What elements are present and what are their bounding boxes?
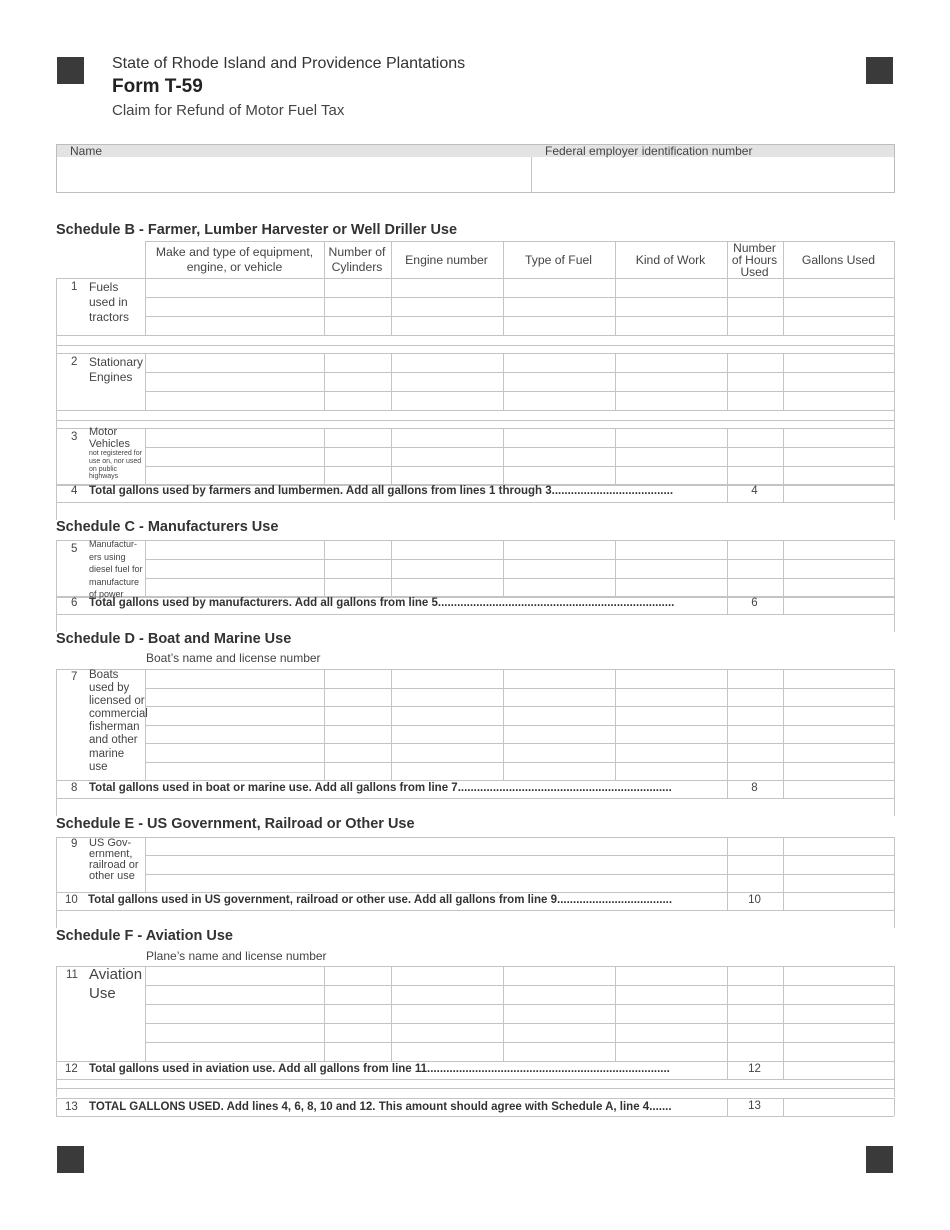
grid-line (56, 410, 57, 428)
line-11-row-3-make[interactable] (146, 1005, 323, 1022)
line-5-number: 5 (71, 543, 78, 555)
grid-line (615, 966, 616, 1061)
line-9-label: US Gov-ernment, railroad or other use (89, 837, 139, 882)
grid-line (56, 502, 57, 520)
grid-line (56, 540, 57, 597)
grid-line (503, 353, 504, 410)
grid-line (56, 1061, 894, 1062)
grid-line (56, 420, 894, 421)
grid-line (391, 540, 392, 597)
line-4-number: 4 (71, 485, 78, 497)
line-11-label: Aviation Use (89, 966, 143, 1002)
grid-line (727, 428, 728, 485)
grid-line (391, 966, 392, 1061)
line-6-number: 6 (71, 597, 78, 609)
line-13-gallons-input[interactable] (784, 1099, 893, 1115)
line-2-number: 2 (71, 356, 78, 368)
grid-line (615, 278, 616, 335)
boat-name-label: Boat’s name and license number (146, 651, 321, 665)
line-6-text: Total gallons used by manufacturers. Add all gallons from line 5.......................................................................... (89, 597, 675, 609)
grid-line (56, 910, 894, 911)
grid-line (56, 798, 894, 799)
line-10-text: Total gallons used in US government, railroad or other use. Add all gallons from line 9.................................... (88, 894, 673, 906)
line-3-row-2-gallons[interactable] (784, 448, 893, 465)
grid-line (615, 353, 616, 410)
line-11-row-2-gallons[interactable] (784, 986, 893, 1003)
col-hours: Number of Hours Used (731, 241, 778, 279)
grid-line (56, 428, 57, 485)
col-make: Make and type of equipment, engine, or vehicle (155, 245, 314, 274)
grid-line (56, 614, 894, 615)
line-9-row-3-gallons[interactable] (784, 875, 893, 891)
line-11-row-5-make[interactable] (146, 1043, 323, 1060)
line-6-gallons-input[interactable] (784, 597, 893, 613)
col-cylinders: Number of Cylinders (328, 245, 386, 274)
grid-line (56, 353, 57, 410)
grid-line (894, 837, 895, 892)
grid-line (894, 410, 895, 428)
line-5-row-1-gallons[interactable] (784, 541, 893, 558)
grid-line (503, 241, 504, 278)
line-9-row-2-description[interactable] (146, 856, 726, 872)
line-5-row-2-gallons[interactable] (784, 560, 893, 577)
grid-line (56, 502, 894, 503)
col-fuel: Type of Fuel (524, 252, 593, 267)
grid-line (56, 780, 57, 798)
state-name: State of Rhode Island and Providence Plantations (112, 55, 466, 72)
line-7-row-2-gallons[interactable] (784, 689, 893, 706)
grid-line (56, 335, 57, 353)
line-7-row-2-make[interactable] (146, 689, 323, 706)
line-8-box-number: 8 (751, 782, 758, 794)
line-11-row-4-gallons[interactable] (784, 1024, 893, 1041)
grid-line (324, 669, 325, 780)
line-5-label: Manufactur-ers using diesel fuel for manufacture of power (89, 539, 143, 599)
grid-line (391, 241, 392, 278)
grid-line (56, 410, 894, 411)
grid-line (324, 428, 325, 485)
line-13-text: TOTAL GALLONS USED. Add lines 4, 6, 8, 10 and 12. This amount should agree with Schedule A, line 4....... (89, 1101, 672, 1113)
grid-line (894, 428, 895, 485)
line-7-row-1-gallons[interactable] (784, 670, 893, 687)
grid-line (894, 335, 895, 353)
grid-line (56, 669, 57, 780)
form-title: Claim for Refund of Motor Fuel Tax (112, 102, 345, 119)
line-5-row-3-gallons[interactable] (784, 579, 893, 596)
schedule-e-title: Schedule E - US Government, Railroad or Other Use (56, 816, 415, 832)
grid-line (615, 540, 616, 597)
grid-line (56, 1098, 57, 1116)
line-1-row-1-gallons[interactable] (784, 279, 893, 296)
line-10-number: 10 (65, 894, 78, 906)
line-2-row-2-gallons[interactable] (784, 373, 893, 390)
grid-line (894, 966, 895, 1061)
grid-line (56, 1088, 894, 1089)
line-6-box-number: 6 (751, 597, 758, 609)
line-3-row-3-gallons[interactable] (784, 467, 893, 484)
grid-line (894, 484, 895, 502)
grid-line (894, 798, 895, 816)
line-11-row-4-make[interactable] (146, 1024, 323, 1041)
line-2-row-3-gallons[interactable] (784, 392, 893, 409)
plane-name-label: Plane’s name and license number (146, 949, 327, 963)
line-11-row-5-gallons[interactable] (784, 1043, 893, 1060)
line-1-row-3-gallons[interactable] (784, 317, 893, 334)
grid-line (894, 540, 895, 597)
grid-line (56, 1079, 894, 1080)
grid-line (56, 798, 57, 816)
grid-line (727, 966, 728, 1061)
grid-line (391, 353, 392, 410)
line-7-row-1-make[interactable] (146, 670, 323, 687)
grid-line (56, 892, 57, 910)
grid-line (56, 910, 57, 928)
grid-line (56, 1098, 894, 1099)
grid-line (391, 278, 392, 335)
grid-line (894, 669, 895, 780)
registration-mark-bottom-right (866, 1146, 893, 1173)
line-7-row-4-gallons[interactable] (784, 726, 893, 743)
col-work: Kind of Work (635, 252, 706, 267)
grid-line (615, 241, 616, 278)
schedule-c-title: Schedule C - Manufacturers Use (56, 519, 279, 535)
grid-line (727, 278, 728, 335)
line-3-row-1-gallons[interactable] (784, 429, 893, 446)
line-10-box-number: 10 (748, 894, 761, 906)
fein-label: Federal employer identification number (545, 144, 753, 158)
line-4-box-number: 4 (751, 485, 758, 497)
grid-line (56, 1061, 57, 1079)
grid-line (894, 502, 895, 520)
line-1-row-2-make[interactable] (146, 298, 323, 315)
grid-line (783, 241, 784, 278)
grid-line (894, 241, 895, 278)
schedule-b-title: Schedule B - Farmer, Lumber Harvester or Well Driller Use (56, 222, 458, 238)
col-gallons: Gallons Used (801, 252, 876, 267)
id-divider (531, 157, 532, 193)
grid-line (894, 614, 895, 632)
grid-line (56, 335, 894, 336)
grid-line (894, 353, 895, 410)
grid-line (727, 837, 728, 892)
line-5-row-1-make[interactable] (146, 541, 323, 558)
grid-line (56, 345, 894, 346)
line-7-row-3-gallons[interactable] (784, 707, 893, 724)
line-9-row-1-description[interactable] (146, 838, 726, 854)
grid-line (894, 780, 895, 798)
grid-line (391, 669, 392, 780)
grid-line (324, 540, 325, 597)
grid-line (615, 669, 616, 780)
grid-line (503, 278, 504, 335)
grid-line (56, 1116, 894, 1117)
line-11-row-2-make[interactable] (146, 986, 323, 1003)
grid-line (894, 1079, 895, 1097)
registration-mark-top-left (57, 57, 84, 84)
grid-line (56, 614, 57, 632)
grid-line (894, 910, 895, 928)
grid-line (56, 892, 894, 893)
line-7-row-6-gallons[interactable] (784, 763, 893, 780)
line-5-row-2-make[interactable] (146, 560, 323, 577)
fein-input[interactable] (533, 158, 893, 192)
line-5-row-3-make[interactable] (146, 579, 323, 596)
line-3-row-3-make[interactable] (146, 467, 323, 484)
line-4-gallons-input[interactable] (784, 485, 893, 501)
line-4-text: Total gallons used by farmers and lumbermen. Add all gallons from lines 1 through 3...................................... (89, 485, 674, 497)
grid-line (503, 428, 504, 485)
line-1-row-1-make[interactable] (146, 279, 323, 296)
grid-line (894, 596, 895, 614)
line-7-number: 7 (71, 671, 78, 683)
line-2-row-1-gallons[interactable] (784, 354, 893, 371)
grid-line (503, 540, 504, 597)
line-7-label: Boats used by licensed or commercial fisherman and other marine use (89, 669, 148, 773)
col-engine: Engine number (405, 252, 488, 267)
grid-line (324, 966, 325, 1061)
registration-mark-top-right (866, 57, 893, 84)
grid-line (727, 353, 728, 410)
grid-line (324, 278, 325, 335)
line-3-row-1-make[interactable] (146, 429, 323, 446)
grid-line (727, 241, 728, 278)
line-2-row-1-make[interactable] (146, 354, 323, 371)
line-1-row-2-gallons[interactable] (784, 298, 893, 315)
grid-line (727, 540, 728, 597)
line-1-number: 1 (71, 281, 78, 293)
grid-line (503, 669, 504, 780)
line-13-box-number: 13 (748, 1100, 761, 1112)
line-9-row-2-gallons[interactable] (784, 856, 893, 872)
line-3-number: 3 (71, 431, 78, 443)
line-8-gallons-input[interactable] (784, 781, 893, 797)
line-3-label: Motor Vehicles (89, 426, 130, 450)
line-11-row-1-make[interactable] (146, 967, 323, 984)
line-9-number: 9 (71, 838, 78, 850)
form-number: Form T-59 (112, 76, 203, 97)
line-8-number: 8 (71, 782, 78, 794)
grid-line (145, 241, 146, 278)
grid-line (894, 1098, 895, 1116)
grid-line (894, 278, 895, 335)
line-9-row-1-gallons[interactable] (784, 838, 893, 854)
line-3-row-2-make[interactable] (146, 448, 323, 465)
grid-line (894, 1061, 895, 1079)
grid-line (145, 241, 894, 242)
grid-line (324, 241, 325, 278)
line-2-row-2-make[interactable] (146, 373, 323, 390)
line-8-text: Total gallons used in boat or marine use. Add all gallons from line 7................................................................... (89, 782, 672, 794)
grid-line (391, 428, 392, 485)
grid-line (56, 780, 894, 781)
line-7-row-3-make[interactable] (146, 707, 323, 724)
line-9-row-3-description[interactable] (146, 875, 726, 891)
line-7-row-5-gallons[interactable] (784, 744, 893, 761)
grid-line (727, 669, 728, 780)
name-label: Name (70, 144, 103, 158)
line-11-row-1-gallons[interactable] (784, 967, 893, 984)
line-7-row-5-make[interactable] (146, 744, 323, 761)
line-12-box-number: 12 (748, 1063, 761, 1075)
id-label-bar (57, 145, 894, 157)
line-3-note: not registered for use on, nor used on public highways (89, 450, 142, 481)
line-11-row-3-gallons[interactable] (784, 1005, 893, 1022)
grid-line (56, 966, 57, 1061)
line-12-number: 12 (65, 1063, 78, 1075)
schedule-f-title: Schedule F - Aviation Use (56, 928, 233, 944)
name-input[interactable] (58, 158, 530, 192)
grid-line (56, 484, 57, 502)
grid-line (56, 837, 57, 892)
grid-line (56, 278, 57, 335)
grid-line (56, 596, 57, 614)
line-7-row-4-make[interactable] (146, 726, 323, 743)
line-2-row-3-make[interactable] (146, 392, 323, 409)
line-10-gallons-input[interactable] (784, 893, 893, 909)
grid-line (324, 353, 325, 410)
line-1-row-3-make[interactable] (146, 317, 323, 334)
line-11-number: 11 (66, 969, 78, 981)
line-13-number: 13 (65, 1101, 78, 1113)
line-12-text: Total gallons used in aviation use. Add all gallons from line 11............................................................................ (89, 1063, 670, 1075)
grid-line (503, 966, 504, 1061)
grid-line (894, 892, 895, 910)
grid-line (615, 428, 616, 485)
line-1-label: Fuels used in tractors (89, 280, 130, 324)
line-2-label: Stationary Engines (89, 355, 144, 384)
line-12-gallons-input[interactable] (784, 1062, 893, 1078)
line-7-row-6-make[interactable] (146, 763, 323, 780)
registration-mark-bottom-left (57, 1146, 84, 1173)
schedule-d-title: Schedule D - Boat and Marine Use (56, 631, 292, 647)
